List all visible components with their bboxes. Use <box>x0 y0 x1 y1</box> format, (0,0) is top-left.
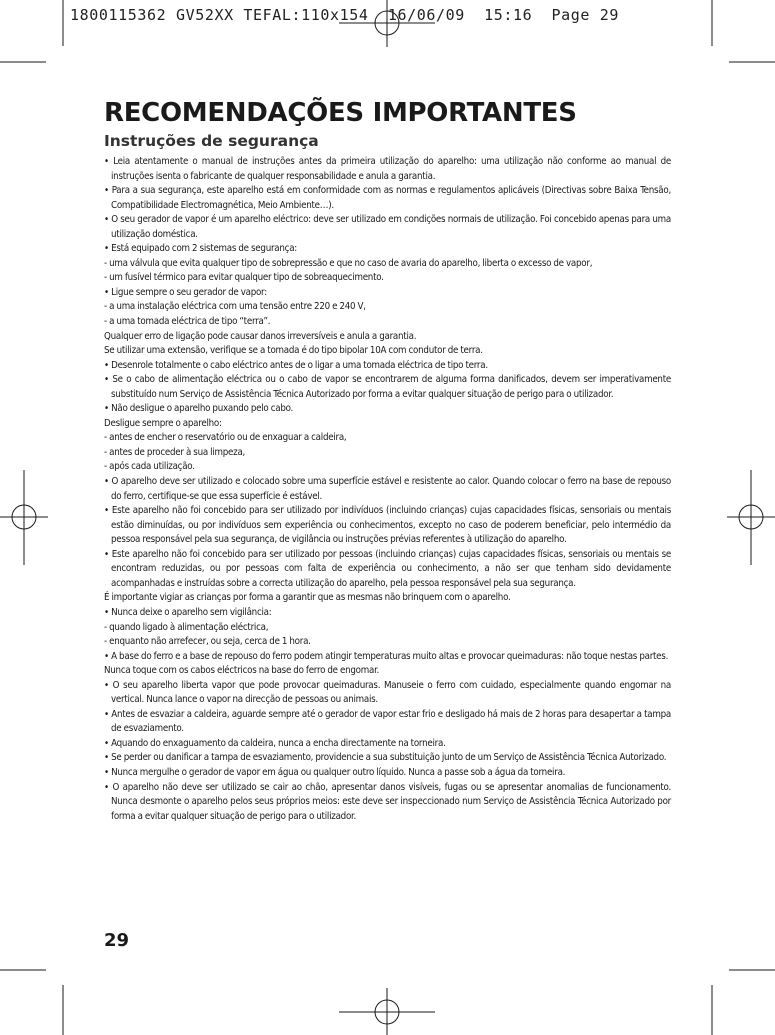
dash-item: - a uma tomada eléctrica de tipo “terra”. <box>104 316 271 328</box>
bullet-item: • Este aparelho não foi concebido para ser utilizado por indivíduos (incluindo crianças) cujas capacidades físicas, sensoriais ou mentais estão diminuídas, ou por indivíduos sem experiência ou conhecimentos, excepto no caso de poderem beneficiar, pelo intermédio da pessoa responsável pela sua segurança, de vigilância ou instruções prévias referentes à utilização do aparelho. <box>104 505 671 546</box>
safety-instructions-list <box>104 155 671 824</box>
dash-item: - uma válvula que evita qualquer tipo de sobrepressão e que no caso de avaria do aparelho, liberta o excesso de vapor, <box>104 257 593 269</box>
registration-mark-left <box>0 470 48 565</box>
bullet-item: • Antes de esvaziar a caldeira, aguarde sempre até o gerador de vapor estar frio e desligado há mais de 2 horas para desapertar a tampa de esvaziamento. <box>104 708 671 735</box>
bullet-item: • O aparelho deve ser utilizado e colocado sobre uma superfície estável e resistente ao calor. Quando colocar o ferro na base de repouso do ferro, certifique-se que essa superfície é estável. <box>104 476 671 502</box>
section-heading: Instruções de segurança <box>104 132 319 150</box>
page-content <box>104 96 671 824</box>
bullet-item: • Leia atentamente o manual de instruções antes da primeira utilização do aparelho: uma utilização não conforme ao manual de instruções isenta o fabricante de qualquer responsabilidade e anula a garantia. <box>104 156 671 182</box>
bullet-item: • Desenrole totalmente o cabo eléctrico antes de o ligar a uma tomada eléctrica de tipo terra. <box>104 359 488 371</box>
bullet-item: • Se o cabo de alimentação eléctrica ou o cabo de vapor se encontrarem de alguma forma danificados, devem ser imperativamente substituído num Serviço de Assistência Técnica Autorizado por forma a evitar qualquer situação de perigo para o utilizador. <box>104 374 671 400</box>
registration-mark-bottom <box>339 988 435 1035</box>
dash-item: - enquanto não arrefecer, ou seja, cerca de 1 hora. <box>104 636 311 648</box>
bullet-item: • Está equipado com 2 sistemas de segurança: <box>104 243 297 255</box>
paragraph: É importante vigiar as crianças por forma a garantir que as mesmas não brinquem com o aparelho. <box>104 592 511 604</box>
dash-item: - antes de proceder à sua limpeza, <box>104 446 246 458</box>
paragraph: Nunca toque com os cabos eléctricos na base do ferro de engomar. <box>104 665 380 677</box>
dash-item: - quando ligado à alimentação eléctrica, <box>104 621 269 633</box>
bullet-item: • Nunca deixe o aparelho sem vigilância: <box>104 606 272 618</box>
paragraph: Se utilizar uma extensão, verifique se a tomada é do tipo bipolar 10A com condutor de terra. <box>104 345 483 357</box>
bullet-item: • O seu aparelho liberta vapor que pode provocar queimaduras. Manuseie o ferro com cuidado, especialmente quando engomar na vertical. Nunca lance o vapor na direcção de pessoas ou animais. <box>104 679 671 706</box>
bullet-item: • Não desligue o aparelho puxando pelo cabo. <box>104 403 294 415</box>
print-slug-line: 1800115362 GV52XX TEFAL:110x154 16/06/09 15:16 Page 29 <box>70 6 619 24</box>
dash-item: - antes de encher o reservatório ou de enxaguar a caldeira, <box>104 432 347 444</box>
bullet-item: • Ligue sempre o seu gerador de vapor: <box>104 286 267 298</box>
paragraph: Qualquer erro de ligação pode causar danos irreversíveis e anula a garantia. <box>104 330 417 342</box>
bullet-item: • Aquando do enxaguamento da caldeira, nunca a encha directamente na torneira. <box>104 737 446 749</box>
bullet-item: • O seu gerador de vapor é um aparelho eléctrico: deve ser utilizado em condições normais de utilização. Foi concebido apenas para uma utilização doméstica. <box>104 214 671 240</box>
bullet-item: • Este aparelho não foi concebido para ser utilizado por pessoas (incluindo crianças) cujas capacidades físicas, sensoriais ou mentais se encontram reduzidas, ou por pessoas com falta de experiência ou conhecimento, a não ser que tenham sido devidamente acompanhadas e instruídas sobre a correcta utilização do aparelho, pela pessoa responsável pela sua segurança. <box>104 548 671 589</box>
bullet-item: • Para a sua segurança, este aparelho está em conformidade com as normas e regulamentos aplicáveis (Directivas sobre Baixa Tensão, Compatibilidade Electromagnética, Meio Ambiente…). <box>104 185 671 211</box>
bullet-item: • Se perder ou danificar a tampa de esvaziamento, providencie a sua substituição junto de um Serviço de Assistência Técnica Autorizado. <box>104 752 667 764</box>
dash-item: - um fusível térmico para evitar qualquer tipo de sobreaquecimento. <box>104 272 384 284</box>
registration-mark-right <box>727 470 775 565</box>
dash-item: - a uma instalação eléctrica com uma tensão entre 220 e 240 V, <box>104 301 366 313</box>
bullet-item: • A base do ferro e a base de repouso do ferro podem atingir temperaturas muito altas e provocar queimaduras: não toque nestas partes. <box>104 650 669 662</box>
page-number: 29 <box>104 930 130 951</box>
paragraph: Desligue sempre o aparelho: <box>104 417 222 429</box>
bullet-item: • Nunca mergulhe o gerador de vapor em água ou qualquer outro líquido. Nunca a passe sob a água da torneira. <box>104 766 566 778</box>
dash-item: - após cada utilização. <box>104 461 195 473</box>
bullet-item: • O aparelho não deve ser utilizado se cair ao chão, apresentar danos visíveis, fugas ou se apresentar anomalias de funcionamento. Nunca desmonte o aparelho pelos seus próprios meios: este deve ser inspeccionado num Serviço de Assistência Técnica Autorizado por forma a evitar qualquer situação de perigo para o utilizador. <box>104 781 671 822</box>
page-title: RECOMENDAÇÕES IMPORTANTES <box>104 98 577 128</box>
